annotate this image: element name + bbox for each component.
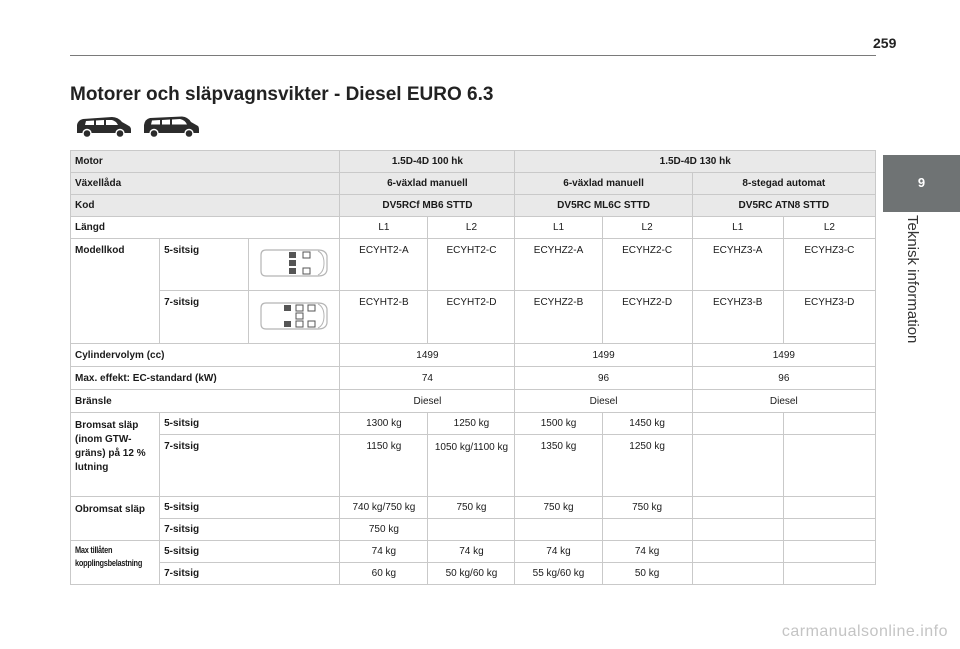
seats-label: 7-sitsig: [160, 563, 340, 585]
row-label: [71, 541, 160, 585]
table-cell: 750 kg: [515, 497, 602, 519]
table-cell: ECYHT2-D: [428, 291, 515, 344]
table-cell: ECYHT2-B: [340, 291, 428, 344]
seat-layout-cell: [249, 291, 340, 344]
row-label: Motor: [71, 151, 340, 173]
table-cell: 1250 kg: [602, 435, 692, 497]
table-cell: ECYHZ2-B: [515, 291, 602, 344]
table-cell: 50 kg: [602, 563, 692, 585]
table-cell: [692, 519, 783, 541]
table-cell: [783, 519, 875, 541]
table-cell: [692, 497, 783, 519]
vehicle-icons: [74, 114, 200, 138]
chapter-tab[interactable]: [883, 155, 960, 212]
row-label: Cylindervolym (cc): [71, 344, 340, 367]
table-cell: [783, 413, 875, 435]
table-cell: ECYHZ3-C: [783, 239, 875, 291]
row-label: Max. effekt: EC-standard (kW): [71, 367, 340, 390]
table-row-code: [71, 195, 876, 217]
table-cell: [428, 519, 515, 541]
table-cell: ECYHZ2-A: [515, 239, 602, 291]
table-cell: ECYHZ3-B: [692, 291, 783, 344]
table-cell: [692, 563, 783, 585]
table-cell: 96: [692, 367, 875, 390]
seat-layout-5-icon: [258, 246, 330, 280]
table-row-motor: [71, 151, 876, 173]
table-cell: 74: [340, 367, 515, 390]
table-cell: ECYHT2-C: [428, 239, 515, 291]
code-header: DV5RC ATN8 STTD: [692, 195, 875, 217]
table-row-braked-7: [71, 435, 876, 497]
table-cell: [692, 541, 783, 563]
table-cell: 750 kg: [428, 497, 515, 519]
seats-label: 5-sitsig: [160, 413, 340, 435]
table-row-braked-5: [71, 413, 876, 435]
table-cell: 74 kg: [602, 541, 692, 563]
chapter-number: 9: [917, 175, 926, 190]
table-cell: ECYHZ2-D: [602, 291, 692, 344]
row-label: Bränsle: [71, 390, 340, 413]
spec-table: [70, 150, 876, 585]
row-label: Modellkod: [71, 239, 160, 344]
table-cell: L2: [428, 217, 515, 239]
table-cell: 1499: [692, 344, 875, 367]
row-label: Obromsat släp: [71, 497, 160, 541]
table-cell: 96: [515, 367, 692, 390]
table-row-coupling-7: [71, 563, 876, 585]
table-cell: ECYHT2-A: [340, 239, 428, 291]
table-cell: 1499: [515, 344, 692, 367]
table-cell: 1499: [340, 344, 515, 367]
van-short-icon: [74, 114, 132, 138]
table-cell: [602, 519, 692, 541]
code-header: DV5RC ML6C STTD: [515, 195, 692, 217]
table-cell: 74 kg: [340, 541, 428, 563]
seats-label: 5-sitsig: [160, 239, 249, 291]
table-cell: Diesel: [340, 390, 515, 413]
table-row-unbraked-7: [71, 519, 876, 541]
gearbox-header: 8-stegad automat: [692, 173, 875, 195]
table-cell: 1150 kg: [340, 435, 428, 497]
table-row-displacement: [71, 344, 876, 367]
table-cell: [692, 413, 783, 435]
table-cell: Diesel: [692, 390, 875, 413]
table-cell: L1: [340, 217, 428, 239]
table-row-model-5: [71, 239, 876, 291]
table-row-power: [71, 367, 876, 390]
table-cell: 50 kg/60 kg: [428, 563, 515, 585]
row-label: Kod: [71, 195, 340, 217]
table-cell: [783, 435, 875, 497]
table-cell: 750 kg: [340, 519, 428, 541]
page-number: 259: [873, 35, 897, 51]
table-cell: 740 kg/750 kg: [340, 497, 428, 519]
table-cell: L1: [515, 217, 602, 239]
gearbox-header: 6-växlad manuell: [340, 173, 515, 195]
table-cell: Diesel: [515, 390, 692, 413]
row-label: Växellåda: [71, 173, 340, 195]
table-cell: [692, 435, 783, 497]
van-long-icon: [142, 114, 200, 138]
seats-label: 5-sitsig: [160, 541, 340, 563]
table-row-coupling-5: [71, 541, 876, 563]
gearbox-header: 6-växlad manuell: [515, 173, 692, 195]
table-row-fuel: [71, 390, 876, 413]
page-title: Motorer och släpvagnsvikter - Diesel EURO 6.3: [70, 84, 494, 105]
seat-layout-7-icon: [258, 299, 330, 333]
table-cell: 60 kg: [340, 563, 428, 585]
table-cell: [783, 563, 875, 585]
row-label: Bromsat släp (inom GTW-gräns) på 12 % lutning: [71, 413, 160, 497]
table-row-length: [71, 217, 876, 239]
table-cell: [783, 497, 875, 519]
table-cell: 1250 kg: [428, 413, 515, 435]
chapter-title: Teknisk information: [904, 215, 921, 344]
table-cell: L2: [602, 217, 692, 239]
table-row-unbraked-5: [71, 497, 876, 519]
engine-header: 1.5D-4D 130 hk: [515, 151, 876, 173]
table-row-model-7: [71, 291, 876, 344]
seats-label: 7-sitsig: [160, 291, 249, 344]
table-cell: [515, 519, 602, 541]
footer-watermark: carmanualsonline.info: [781, 623, 948, 640]
table-cell: 1500 kg: [515, 413, 602, 435]
table-cell: L2: [783, 217, 875, 239]
table-cell: 1050 kg/1100 kg: [428, 435, 515, 497]
table-row-gearbox: [71, 173, 876, 195]
table-cell: ECYHZ2-C: [602, 239, 692, 291]
seats-label: 7-sitsig: [160, 435, 340, 497]
code-header: DV5RCf MB6 STTD: [340, 195, 515, 217]
engine-header: 1.5D-4D 100 hk: [340, 151, 515, 173]
seat-layout-cell: [249, 239, 340, 291]
header-rule: [70, 55, 876, 56]
table-cell: 1450 kg: [602, 413, 692, 435]
table-cell: 74 kg: [428, 541, 515, 563]
table-cell: 750 kg: [602, 497, 692, 519]
table-cell: [783, 541, 875, 563]
table-cell: 55 kg/60 kg: [515, 563, 602, 585]
row-label: Längd: [71, 217, 340, 239]
seats-label: 5-sitsig: [160, 497, 340, 519]
table-cell: 74 kg: [515, 541, 602, 563]
table-cell: 1350 kg: [515, 435, 602, 497]
table-cell: L1: [692, 217, 783, 239]
table-cell: 1300 kg: [340, 413, 428, 435]
table-cell: ECYHZ3-A: [692, 239, 783, 291]
seats-label: 7-sitsig: [160, 519, 340, 541]
table-cell: ECYHZ3-D: [783, 291, 875, 344]
coupling-label: Max tillåten kopplingsbelastning: [75, 545, 143, 568]
